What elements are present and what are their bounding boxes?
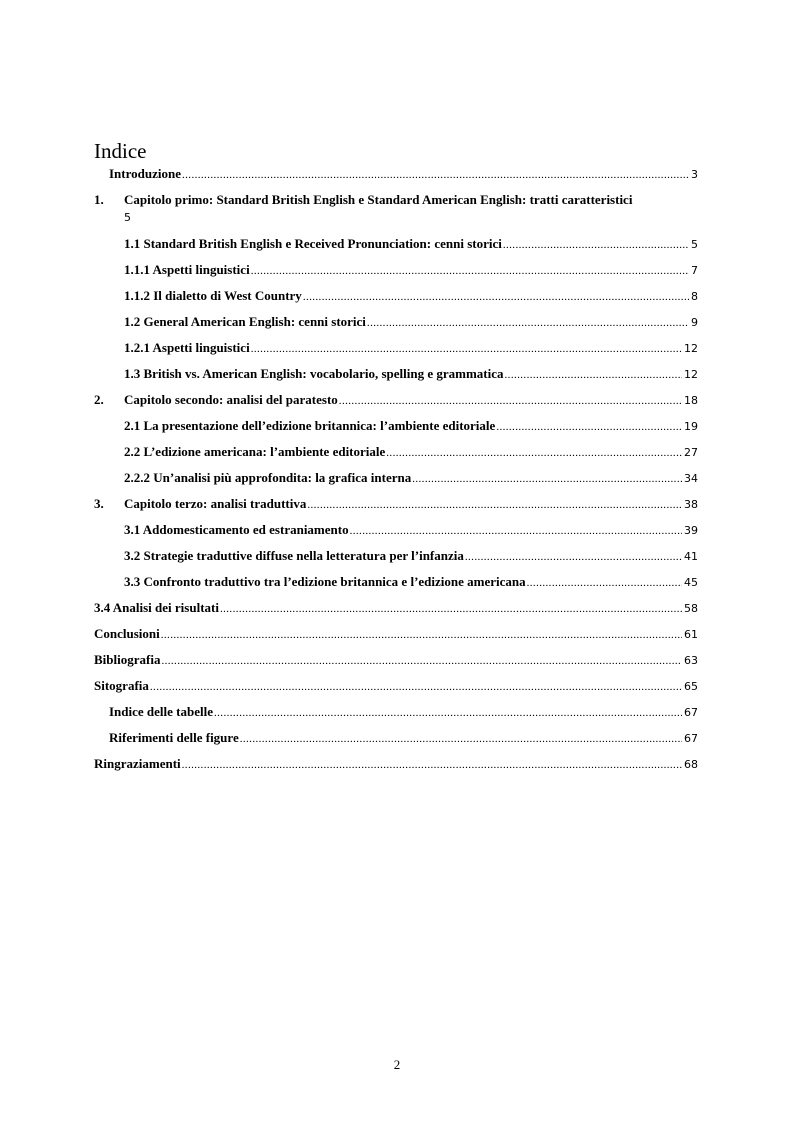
toc-leader-dots (220, 601, 682, 617)
page-title: Indice (94, 139, 147, 163)
toc-leader-dots (161, 627, 682, 643)
toc-leader-dots (367, 315, 689, 331)
toc-entry-riferimenti-figure[interactable] (109, 730, 698, 747)
toc-entry-label: 3.3 Confronto traduttivo tra l’edizione britannica e l’edizione americana (124, 574, 526, 589)
toc-entry-page: 3 (691, 168, 698, 181)
toc-entry-page: 7 (691, 264, 698, 277)
toc-entry-2-2[interactable] (124, 444, 698, 461)
toc-entry-page: 38 (684, 498, 698, 511)
toc-entry-capitolo-secondo[interactable] (94, 392, 698, 409)
toc-entry-1-1-1[interactable] (124, 262, 698, 279)
toc-entry-label: Ringraziamenti (94, 756, 181, 771)
toc-entry-bibliografia[interactable] (94, 652, 698, 669)
toc-leader-dots (251, 341, 682, 357)
toc-entry-page: 19 (684, 420, 698, 433)
toc-entry-label: 3.4 Analisi dei risultati (94, 600, 219, 615)
toc-entry-page: 61 (684, 628, 698, 641)
toc-entry-label: 1.3 British vs. American English: vocabolario, spelling e grammatica (124, 366, 504, 381)
toc-entry-3-1[interactable] (124, 522, 698, 539)
toc-entry-page: 63 (684, 654, 698, 667)
toc-entry-page: 39 (684, 524, 698, 537)
toc-entry-label: Capitolo terzo: analisi traduttiva (124, 496, 307, 511)
toc-leader-dots (496, 419, 682, 435)
toc-entry-page: 8 (691, 290, 698, 303)
toc-leader-dots (182, 757, 682, 773)
toc-entry-number: 1. (94, 192, 104, 207)
toc-entry-label: Introduzione (109, 166, 181, 181)
toc-entry-3-3[interactable] (124, 574, 698, 591)
toc-entry-label: Conclusioni (94, 626, 160, 641)
toc-entry-label: Sitografia (94, 678, 149, 693)
toc-leader-dots (251, 263, 689, 279)
toc-entry-page: 41 (684, 550, 698, 563)
toc-entry-label: Bibliografia (94, 652, 161, 667)
toc-entry-page: 58 (684, 602, 698, 615)
toc-entry-label: Indice delle tabelle (109, 704, 213, 719)
toc-entry-page: 68 (684, 758, 698, 771)
toc-entry-label: 1.2.1 Aspetti linguistici (124, 340, 250, 355)
toc-leader-dots (527, 575, 682, 591)
toc-entry-label: 1.1.2 Il dialetto di West Country (124, 288, 302, 303)
toc-entry-capitolo-primo[interactable] (94, 192, 698, 208)
toc-leader-dots (307, 497, 682, 513)
toc-leader-dots (350, 523, 682, 539)
toc-leader-dots (150, 679, 682, 695)
toc-entry-label: 2.1 La presentazione dell’edizione britannica: l’ambiente editoriale (124, 418, 496, 433)
toc-entry-label: Capitolo primo: Standard British English e Standard American English: tratti caratteristici (124, 192, 633, 207)
toc-entry-page: 34 (684, 472, 698, 485)
toc-leader-dots (303, 289, 689, 305)
toc-entry-1-1[interactable] (124, 236, 698, 253)
toc-entry-2-2-2[interactable] (124, 470, 698, 487)
toc-entry-1-2-1[interactable] (124, 340, 698, 357)
toc-entry-label: 1.1.1 Aspetti linguistici (124, 262, 250, 277)
toc-entry-page: 12 (684, 368, 698, 381)
toc-entry-page: 65 (684, 680, 698, 693)
toc-entry-page: 12 (684, 342, 698, 355)
toc-leader-dots (505, 367, 682, 383)
toc-entry-number: 2. (94, 392, 104, 407)
toc-entry-3-4[interactable] (94, 600, 698, 617)
toc-leader-dots (214, 705, 682, 721)
toc-leader-dots (465, 549, 682, 565)
toc-entry-label: 2.2 L’edizione americana: l’ambiente editoriale (124, 444, 386, 459)
toc-entry-1-1-2[interactable] (124, 288, 698, 305)
toc-entry-page: 45 (684, 576, 698, 589)
toc-entry-sitografia[interactable] (94, 678, 698, 695)
toc-entry-page: 67 (684, 732, 698, 745)
toc-entry-indice-tabelle[interactable] (109, 704, 698, 721)
toc-entry-3-2[interactable] (124, 548, 698, 565)
toc-entry-label: 1.2 General American English: cenni storici (124, 314, 366, 329)
toc-leader-dots (503, 237, 689, 253)
toc-entry-label: Riferimenti delle figure (109, 730, 239, 745)
toc-entry-capitolo-terzo[interactable] (94, 496, 698, 513)
toc-entry-2-1[interactable] (124, 418, 698, 435)
toc-entry-label: 3.2 Strategie traduttive diffuse nella letteratura per l’infanzia (124, 548, 464, 563)
toc-entry-1-2[interactable] (124, 314, 698, 331)
toc-entry-number: 3. (94, 496, 104, 511)
toc-leader-dots (161, 653, 682, 669)
toc-entry-ringraziamenti[interactable] (94, 756, 698, 773)
toc-entry-page: 5 (124, 211, 131, 224)
toc-entry-label: 2.2.2 Un’analisi più approfondita: la grafica interna (124, 470, 412, 485)
toc-entry-label: 3.1 Addomesticamento ed estraniamento (124, 522, 349, 537)
toc-leader-dots (339, 393, 682, 409)
toc-entry-conclusioni[interactable] (94, 626, 698, 643)
toc-entry-label: 1.1 Standard British English e Received Pronunciation: cenni storici (124, 236, 502, 251)
toc-leader-dots (240, 731, 682, 747)
toc-entry-page: 27 (684, 446, 698, 459)
toc-entry-page: 5 (691, 238, 698, 251)
toc-leader-dots (412, 471, 682, 487)
toc-entry-introduzione[interactable] (109, 166, 698, 183)
page-number: 2 (393, 1057, 401, 1072)
toc-entry-page: 18 (684, 394, 698, 407)
toc-entry-1-3[interactable] (124, 366, 698, 383)
toc-entry-page: 9 (691, 316, 698, 329)
toc-leader-dots (386, 445, 682, 461)
toc-entry-label: Capitolo secondo: analisi del paratesto (124, 392, 338, 407)
toc-leader-dots (182, 167, 689, 183)
toc-entry-page: 67 (684, 706, 698, 719)
